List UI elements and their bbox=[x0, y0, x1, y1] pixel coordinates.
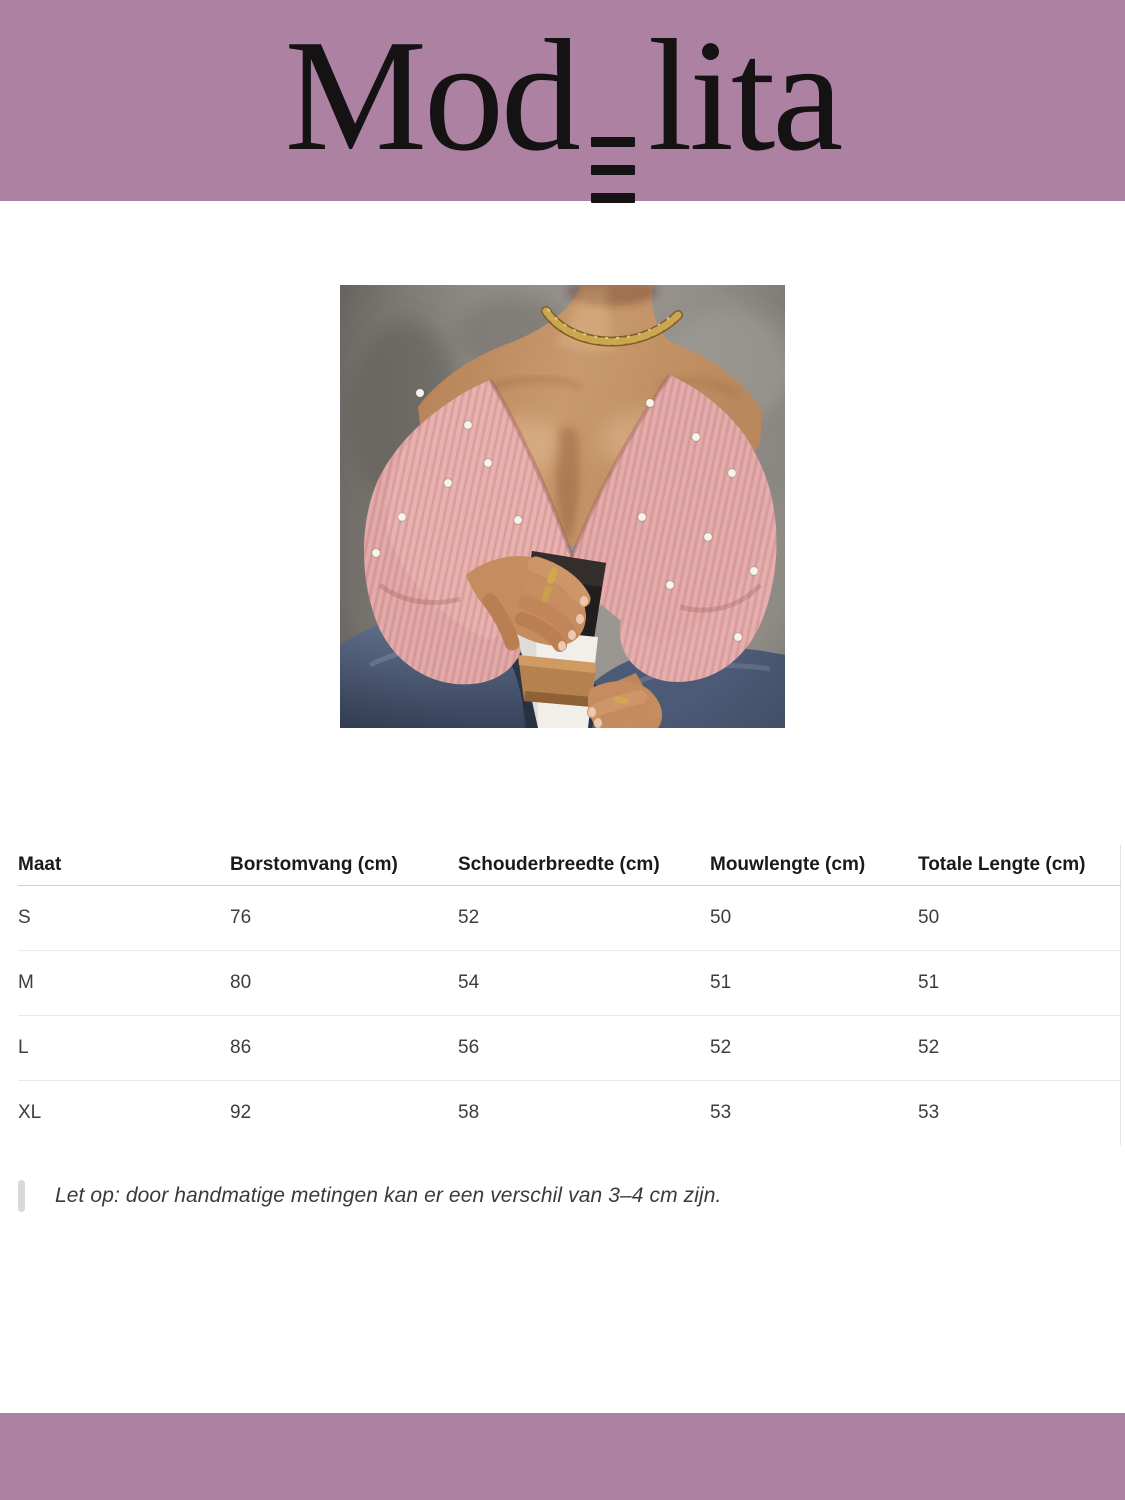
size-cell: 80 bbox=[230, 950, 458, 1015]
footer-band bbox=[0, 1413, 1125, 1500]
size-cell: S bbox=[18, 885, 230, 950]
size-cell: 76 bbox=[230, 885, 458, 950]
note-text: Let op: door handmatige metingen kan er een verschil van 3–4 cm zijn. bbox=[55, 1184, 722, 1207]
size-cell: 50 bbox=[710, 885, 918, 950]
product-photo bbox=[340, 285, 785, 728]
size-cell: XL bbox=[18, 1101, 42, 1123]
size-cell: 52 bbox=[918, 1015, 1120, 1080]
brand-logo bbox=[284, 5, 841, 205]
column-header-mouwlengte: Mouwlengte (cm) bbox=[710, 845, 918, 885]
logo-triple-bar-e-icon bbox=[591, 137, 635, 203]
size-cell: 51 bbox=[710, 950, 918, 1015]
brand-logo-prefix: Mod bbox=[284, 5, 578, 184]
table-row-m bbox=[18, 950, 1120, 1015]
measurement-note bbox=[18, 1178, 721, 1214]
size-cell: 56 bbox=[458, 1015, 710, 1080]
size-cell: 53 bbox=[918, 1101, 940, 1123]
column-header-maat: Maat bbox=[18, 845, 230, 885]
column-header-schouderbreedte: Schouderbreedte (cm) bbox=[458, 845, 710, 885]
header-band bbox=[0, 0, 1125, 201]
size-cell: 53 bbox=[710, 1101, 732, 1123]
size-cell: 54 bbox=[458, 950, 710, 1015]
size-cell: M bbox=[18, 950, 230, 1015]
note-accent-bar bbox=[18, 1180, 25, 1212]
brand-logo-suffix: lita bbox=[647, 5, 841, 184]
size-cell: L bbox=[18, 1015, 230, 1080]
table-row-xl bbox=[18, 1080, 1120, 1145]
size-cell: 58 bbox=[458, 1101, 480, 1123]
size-cell: 50 bbox=[918, 885, 1120, 950]
size-cell: 51 bbox=[918, 950, 1120, 1015]
size-cell: 52 bbox=[710, 1015, 918, 1080]
column-header-totale-lengte: Totale Lengte (cm) bbox=[918, 845, 1120, 885]
table-row-s bbox=[18, 885, 1120, 950]
size-table bbox=[18, 845, 1121, 1145]
size-cell: 86 bbox=[230, 1015, 458, 1080]
size-cell: 52 bbox=[458, 885, 710, 950]
size-cell: 92 bbox=[230, 1101, 252, 1123]
table-row-l bbox=[18, 1015, 1120, 1080]
column-header-borstomvang: Borstomvang (cm) bbox=[230, 845, 458, 885]
table-header-row bbox=[18, 845, 1120, 885]
